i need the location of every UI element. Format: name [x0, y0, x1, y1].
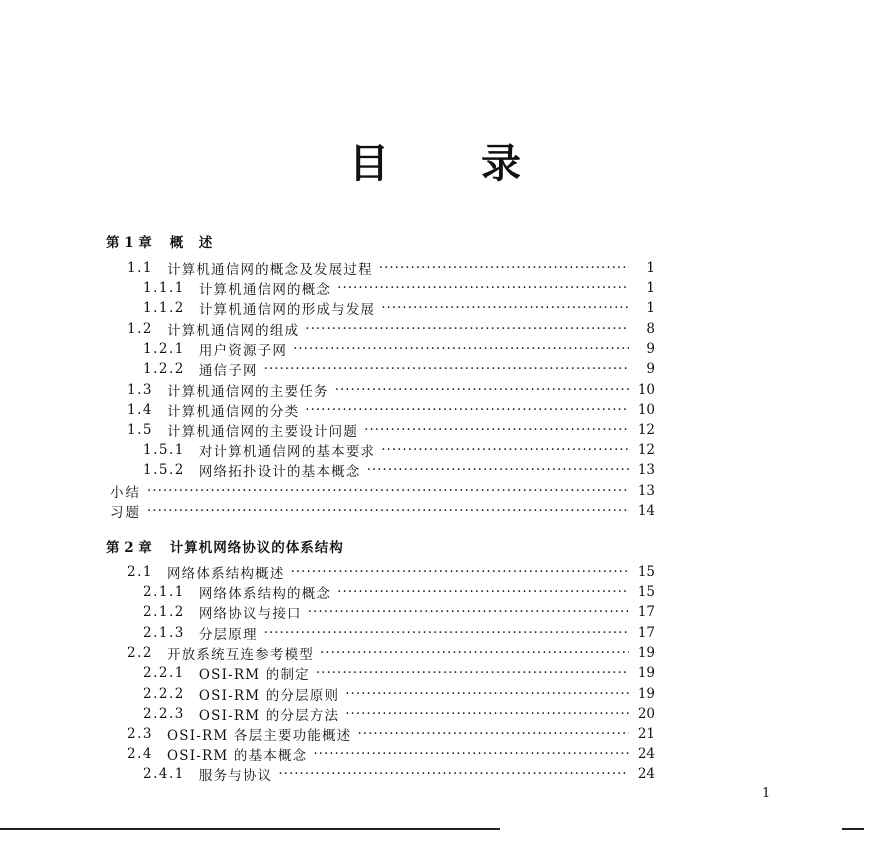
toc-entry[interactable]	[0, 400, 655, 420]
toc-entry[interactable]	[0, 744, 655, 764]
scan-edge-line	[0, 828, 500, 830]
toc-entry-page: 10	[637, 402, 655, 418]
toc-entry-number: 1.3	[127, 382, 153, 398]
toc-leader-dots	[381, 442, 629, 458]
toc-entry-title: 计算机通信网的形成与发展	[198, 302, 376, 318]
toc-leader-dots	[357, 726, 629, 742]
toc-leader-dots	[278, 766, 629, 782]
chapter-label: 第 1 章	[106, 235, 152, 251]
toc-entry-number: 1.1.1	[143, 280, 185, 296]
toc-entry[interactable]	[0, 623, 655, 643]
toc-entry-title: 分层原理	[198, 627, 258, 643]
toc-entry-title: 计算机通信网的主要设计问题	[166, 424, 359, 440]
toc-entry[interactable]	[0, 501, 655, 521]
toc-entry[interactable]	[0, 278, 655, 298]
toc-entry-title: 计算机通信网的概念及发展过程	[166, 262, 373, 278]
toc-entry[interactable]	[0, 764, 655, 784]
toc-entry-page: 14	[637, 503, 655, 519]
toc-leader-dots	[337, 584, 629, 600]
toc-entry-title: 网络拓扑设计的基本概念	[198, 464, 361, 480]
toc-entry[interactable]	[0, 602, 655, 622]
toc-entry-page: 21	[637, 726, 655, 742]
toc-leader-dots	[264, 625, 629, 641]
chapter-1-heading	[106, 231, 213, 251]
toc-leader-dots	[335, 382, 629, 398]
toc-leader-dots	[345, 686, 629, 702]
toc-entry-page: 1	[646, 260, 655, 276]
toc-entry[interactable]	[0, 562, 655, 582]
toc-leader-dots	[337, 280, 629, 296]
page-title	[0, 132, 870, 189]
toc-entry[interactable]	[0, 684, 655, 704]
toc-entry-title: 通信子网	[198, 363, 258, 379]
toc-leader-dots	[308, 604, 629, 620]
toc-leader-dots	[264, 361, 629, 377]
toc-entry-page: 15	[637, 564, 655, 580]
toc-entry-number: 1.2	[127, 321, 153, 337]
page-title-left: 目	[349, 140, 389, 187]
toc-entry[interactable]	[0, 724, 655, 744]
page-number: 1	[762, 786, 771, 801]
toc-entry-number: 1.1	[127, 260, 153, 276]
toc-entry[interactable]	[0, 380, 655, 400]
toc-entry-page: 12	[637, 422, 655, 438]
toc-entry-title: 计算机通信网的主要任务	[166, 384, 329, 400]
toc-entry-number: 2.4	[127, 746, 153, 762]
toc-entry-page: 12	[637, 442, 655, 458]
chapter-title: 概 述	[169, 235, 214, 251]
toc-entry[interactable]	[0, 663, 655, 683]
toc-leader-dots	[291, 564, 629, 580]
toc-entry-title: 计算机通信网的组成	[166, 323, 300, 339]
toc-entry-number: 2.2.2	[143, 686, 185, 702]
toc-entry-number: 1.4	[127, 402, 153, 418]
chapter-2-heading	[106, 536, 344, 556]
toc-entry-title: 网络协议与接口	[198, 606, 302, 622]
toc-entry[interactable]	[0, 298, 655, 318]
toc-entry-page: 13	[637, 462, 655, 478]
toc-leader-dots	[320, 645, 629, 661]
toc-leader-dots	[147, 503, 629, 519]
toc-entry-page: 1	[646, 300, 655, 316]
toc-leader-dots	[364, 422, 629, 438]
toc-entry-title: OSI-RM 各层主要功能概述	[166, 728, 352, 744]
toc-entry-number: 1.2.1	[143, 341, 185, 357]
toc-entry-number: 1.2.2	[143, 361, 185, 377]
toc-entry-number: 2.1.2	[143, 604, 185, 620]
toc-entry-title: OSI-RM 的分层方法	[198, 708, 340, 724]
toc-entry-page: 1	[646, 280, 655, 296]
toc-entry-page: 17	[637, 625, 655, 641]
toc-entry-page: 8	[646, 321, 655, 337]
toc-entry[interactable]	[0, 359, 655, 379]
toc-entry-number: 2.1.1	[143, 584, 185, 600]
toc-leader-dots	[305, 321, 629, 337]
toc-entry-number: 1.5.2	[143, 462, 185, 478]
toc-entry-title: 开放系统互连参考模型	[166, 647, 314, 663]
toc-leader-dots	[381, 300, 629, 316]
toc-entry-page: 13	[637, 483, 655, 499]
page-title-right: 录	[481, 140, 521, 187]
toc-entry-title: OSI-RM 的分层原则	[198, 688, 340, 704]
toc-entry[interactable]	[0, 460, 655, 480]
scan-edge-line	[842, 828, 864, 830]
toc-leader-dots	[305, 402, 629, 418]
toc-entry[interactable]	[0, 643, 655, 663]
toc-entry-title: 对计算机通信网的基本要求	[198, 444, 376, 460]
toc-entry-number: 2.4.1	[143, 766, 185, 782]
toc-entry-number: 2.1	[127, 564, 153, 580]
toc-entry-number: 2.3	[127, 726, 153, 742]
toc-entry-number: 2.2.1	[143, 665, 185, 681]
toc-entry-number: 1.5.1	[143, 442, 185, 458]
chapter-title: 计算机网络协议的体系结构	[169, 540, 344, 556]
toc-entry-page: 19	[637, 686, 655, 702]
toc-entry-title: 小结	[110, 485, 141, 501]
toc-entry-number: 2.1.3	[143, 625, 185, 641]
toc-entry-page: 24	[637, 766, 655, 782]
toc-entry-title: 服务与协议	[198, 768, 273, 784]
toc-entry[interactable]	[0, 582, 655, 602]
toc-entry-page: 17	[637, 604, 655, 620]
toc-entry-page: 9	[646, 341, 655, 357]
toc-leader-dots	[147, 483, 629, 499]
toc-entry-title: 用户资源子网	[198, 343, 288, 359]
toc-entry-title: OSI-RM 的制定	[198, 667, 310, 683]
toc-entry-page: 9	[646, 361, 655, 377]
toc-entry[interactable]	[0, 319, 655, 339]
toc-leader-dots	[293, 341, 629, 357]
toc-leader-dots	[367, 462, 629, 478]
toc-entry-number: 2.2	[127, 645, 153, 661]
toc-entry-number: 2.2.3	[143, 706, 185, 722]
toc-entry-page: 15	[637, 584, 655, 600]
toc-entry-page: 19	[637, 665, 655, 681]
toc-entry-page: 19	[637, 645, 655, 661]
toc-entry-title: 网络体系结构概述	[166, 566, 285, 582]
toc-entry-page: 24	[637, 746, 655, 762]
toc-entry[interactable]	[0, 481, 655, 501]
toc-entry-title: 计算机通信网的分类	[166, 404, 300, 420]
chapter-label: 第 2 章	[106, 540, 152, 556]
toc-entry-title: 计算机通信网的概念	[198, 282, 332, 298]
toc-entry-number: 1.1.2	[143, 300, 185, 316]
toc-entry[interactable]	[0, 704, 655, 724]
toc-leader-dots	[313, 746, 629, 762]
toc-entry-page: 20	[637, 706, 655, 722]
toc-entry-title: OSI-RM 的基本概念	[166, 748, 308, 764]
toc-entry[interactable]	[0, 440, 655, 460]
toc-leader-dots	[379, 260, 629, 276]
toc-leader-dots	[316, 665, 629, 681]
toc-entry-title: 网络体系结构的概念	[198, 586, 332, 602]
toc-entry-page: 10	[637, 382, 655, 398]
toc-entry[interactable]	[0, 420, 655, 440]
toc-entry[interactable]	[0, 339, 655, 359]
toc-entry[interactable]	[0, 258, 655, 278]
toc-entry-number: 1.5	[127, 422, 153, 438]
toc-leader-dots	[345, 706, 629, 722]
toc-entry-title: 习题	[110, 505, 141, 521]
